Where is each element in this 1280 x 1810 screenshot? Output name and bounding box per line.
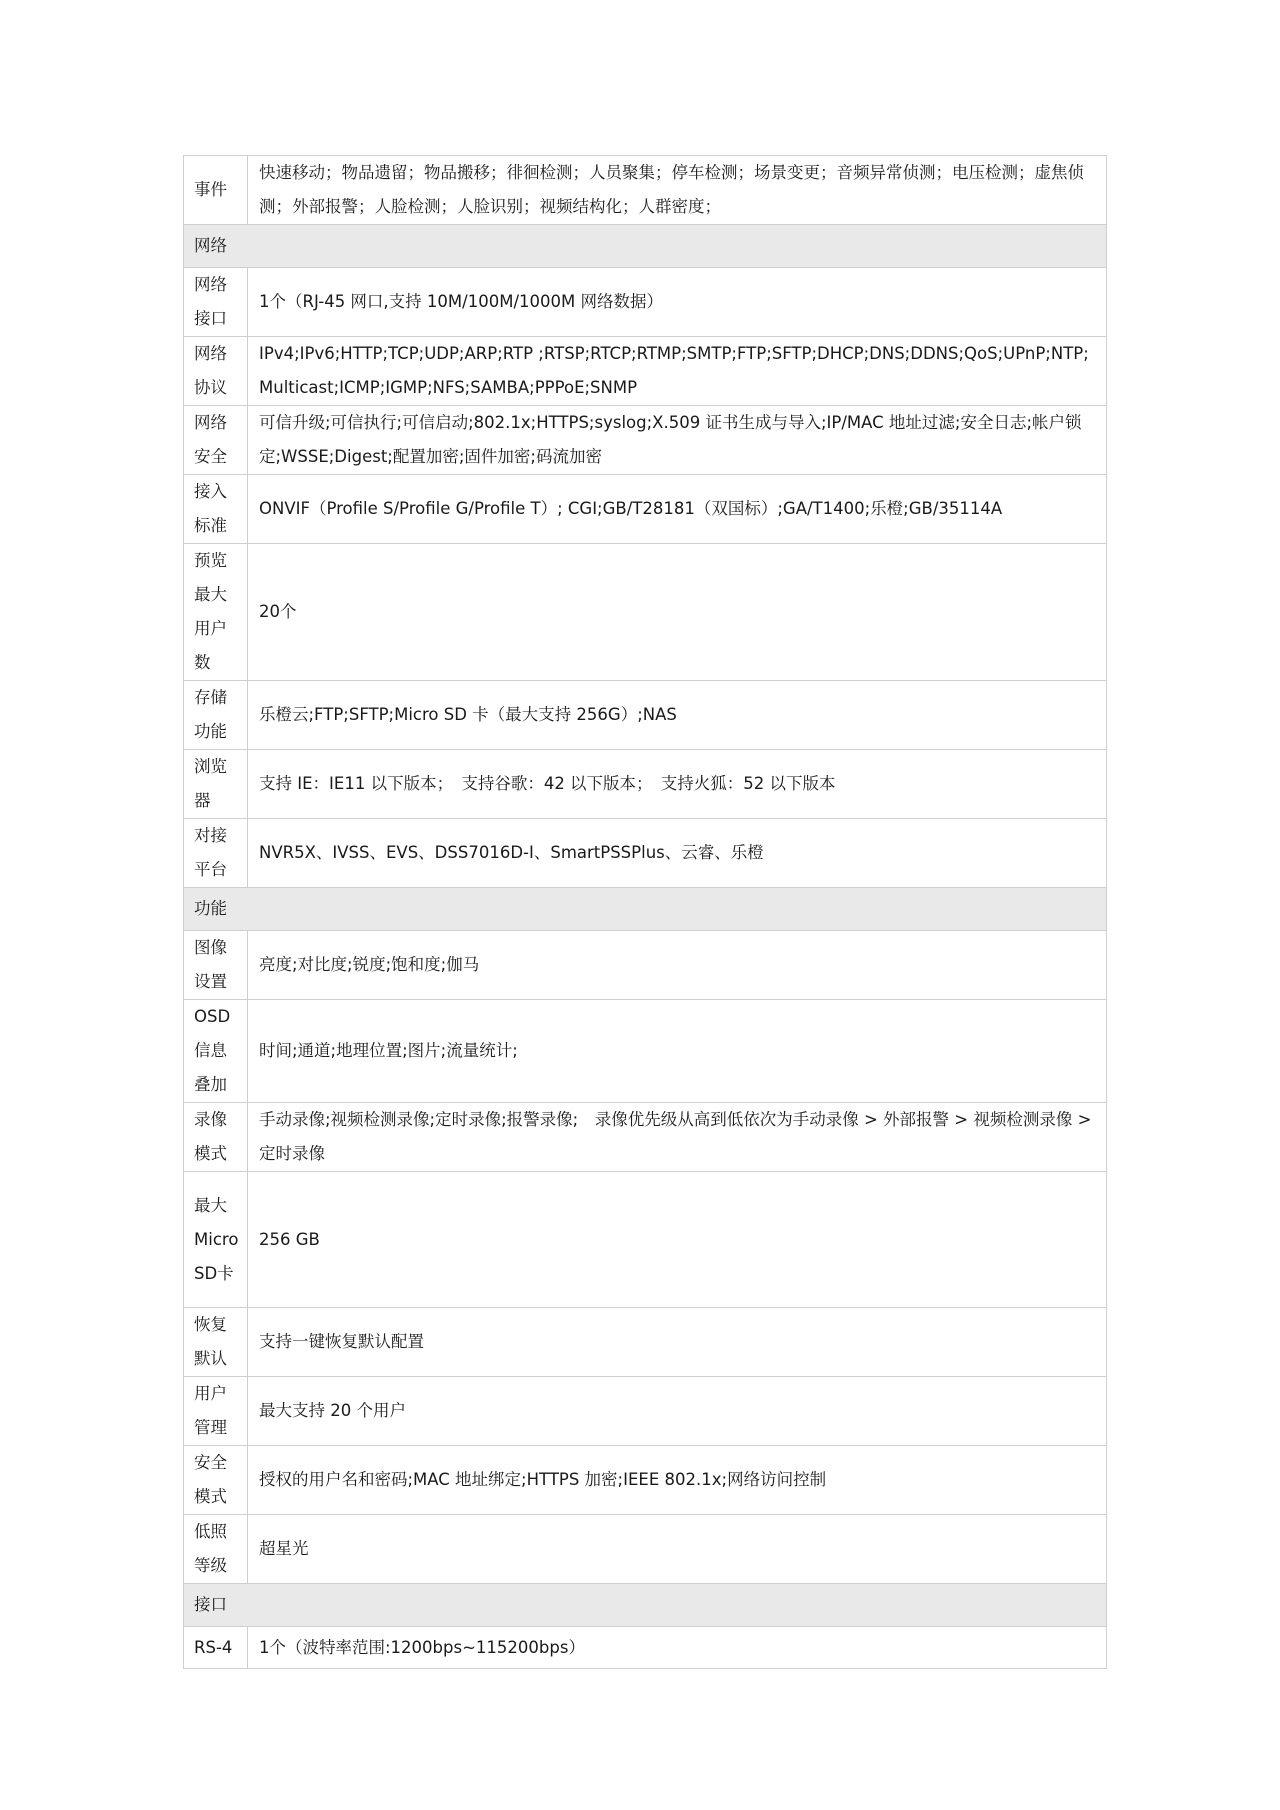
table-row bbox=[184, 1446, 1107, 1515]
spec-value: 最大支持 20 个用户 bbox=[248, 1377, 1107, 1446]
spec-label: 恢复默认 bbox=[184, 1308, 248, 1377]
spec-value: 支持一键恢复默认配置 bbox=[248, 1308, 1107, 1377]
table-row bbox=[184, 475, 1107, 544]
spec-value: 亮度;对比度;锐度;饱和度;伽马 bbox=[248, 931, 1107, 1000]
spec-value: 20个 bbox=[248, 544, 1107, 681]
spec-label: 低照等级 bbox=[184, 1515, 248, 1584]
spec-label: 网络安全 bbox=[184, 406, 248, 475]
spec-label: RS-4 bbox=[184, 1627, 248, 1669]
spec-label: 预览最大用户数 bbox=[184, 544, 248, 681]
spec-value: ONVIF（Profile S/Profile G/Profile T）; CGI;GB/T28181（双国标）;GA/T1400;乐橙;GB/35114A bbox=[248, 475, 1107, 544]
spec-table-body bbox=[184, 156, 1107, 1669]
section-header-row bbox=[184, 888, 1107, 931]
table-row bbox=[184, 1377, 1107, 1446]
spec-label: 网络协议 bbox=[184, 337, 248, 406]
table-row bbox=[184, 750, 1107, 819]
spec-label: 安全模式 bbox=[184, 1446, 248, 1515]
table-row bbox=[184, 268, 1107, 337]
spec-label: 对接平台 bbox=[184, 819, 248, 888]
spec-value: 1个（波特率范围:1200bps~115200bps） bbox=[248, 1627, 1107, 1669]
table-row bbox=[184, 544, 1107, 681]
table-row bbox=[184, 337, 1107, 406]
table-row bbox=[184, 1308, 1107, 1377]
spec-value: 时间;通道;地理位置;图片;流量统计; bbox=[248, 1000, 1107, 1103]
section-title: 功能 bbox=[184, 888, 1107, 931]
table-row bbox=[184, 1515, 1107, 1584]
spec-value: 授权的用户名和密码;MAC 地址绑定;HTTPS 加密;IEEE 802.1x;网络访问控制 bbox=[248, 1446, 1107, 1515]
section-title: 网络 bbox=[184, 225, 1107, 268]
spec-label: 网络接口 bbox=[184, 268, 248, 337]
table-row bbox=[184, 1103, 1107, 1172]
spec-label: 最大Micro SD卡 bbox=[184, 1172, 248, 1308]
spec-label: OSD信息叠加 bbox=[184, 1000, 248, 1103]
spec-value: NVR5X、IVSS、EVS、DSS7016D-I、SmartPSSPlus、云睿、乐橙 bbox=[248, 819, 1107, 888]
spec-value: IPv4;IPv6;HTTP;TCP;UDP;ARP;RTP ;RTSP;RTCP;RTMP;SMTP;FTP;SFTP;DHCP;DNS;DDNS;QoS;UPnP;NTP;Multicast;ICMP;IGMP;NFS;SAMBA;PPPoE;SNMP bbox=[248, 337, 1107, 406]
spec-value: 可信升级;可信执行;可信启动;802.1x;HTTPS;syslog;X.509 证书生成与导入;IP/MAC 地址过滤;安全日志;帐户锁定;WSSE;Digest;配置加密;固件加密;码流加密 bbox=[248, 406, 1107, 475]
table-row bbox=[184, 1627, 1107, 1669]
section-header-row bbox=[184, 1584, 1107, 1627]
spec-label: 录像模式 bbox=[184, 1103, 248, 1172]
table-row bbox=[184, 931, 1107, 1000]
section-header-row bbox=[184, 225, 1107, 268]
table-row bbox=[184, 819, 1107, 888]
spec-value: 乐橙云;FTP;SFTP;Micro SD 卡（最大支持 256G）;NAS bbox=[248, 681, 1107, 750]
section-title: 接口 bbox=[184, 1584, 1107, 1627]
table-row bbox=[184, 1000, 1107, 1103]
spec-label: 接入标准 bbox=[184, 475, 248, 544]
spec-label: 事件 bbox=[184, 156, 248, 225]
spec-value: 超星光 bbox=[248, 1515, 1107, 1584]
spec-label: 浏览器 bbox=[184, 750, 248, 819]
table-row bbox=[184, 406, 1107, 475]
table-row bbox=[184, 681, 1107, 750]
spec-label: 图像设置 bbox=[184, 931, 248, 1000]
spec-value: 快速移动；物品遗留；物品搬移；徘徊检测；人员聚集；停车检测；场景变更；音频异常侦测；电压检测；虚焦侦测；外部报警；人脸检测；人脸识别；视频结构化；人群密度； bbox=[248, 156, 1107, 225]
spec-value: 手动录像;视频检测录像;定时录像;报警录像; 录像优先级从高到低依次为手动录像 > 外部报警 > 视频检测录像 > 定时录像 bbox=[248, 1103, 1107, 1172]
spec-label: 存储功能 bbox=[184, 681, 248, 750]
spec-value: 256 GB bbox=[248, 1172, 1107, 1308]
spec-value: 1个（RJ-45 网口,支持 10M/100M/1000M 网络数据） bbox=[248, 268, 1107, 337]
table-row bbox=[184, 1172, 1107, 1308]
table-row bbox=[184, 156, 1107, 225]
spec-table bbox=[183, 155, 1107, 1669]
spec-label: 用户管理 bbox=[184, 1377, 248, 1446]
spec-value: 支持 IE：IE11 以下版本； 支持谷歌：42 以下版本； 支持火狐：52 以下版本 bbox=[248, 750, 1107, 819]
